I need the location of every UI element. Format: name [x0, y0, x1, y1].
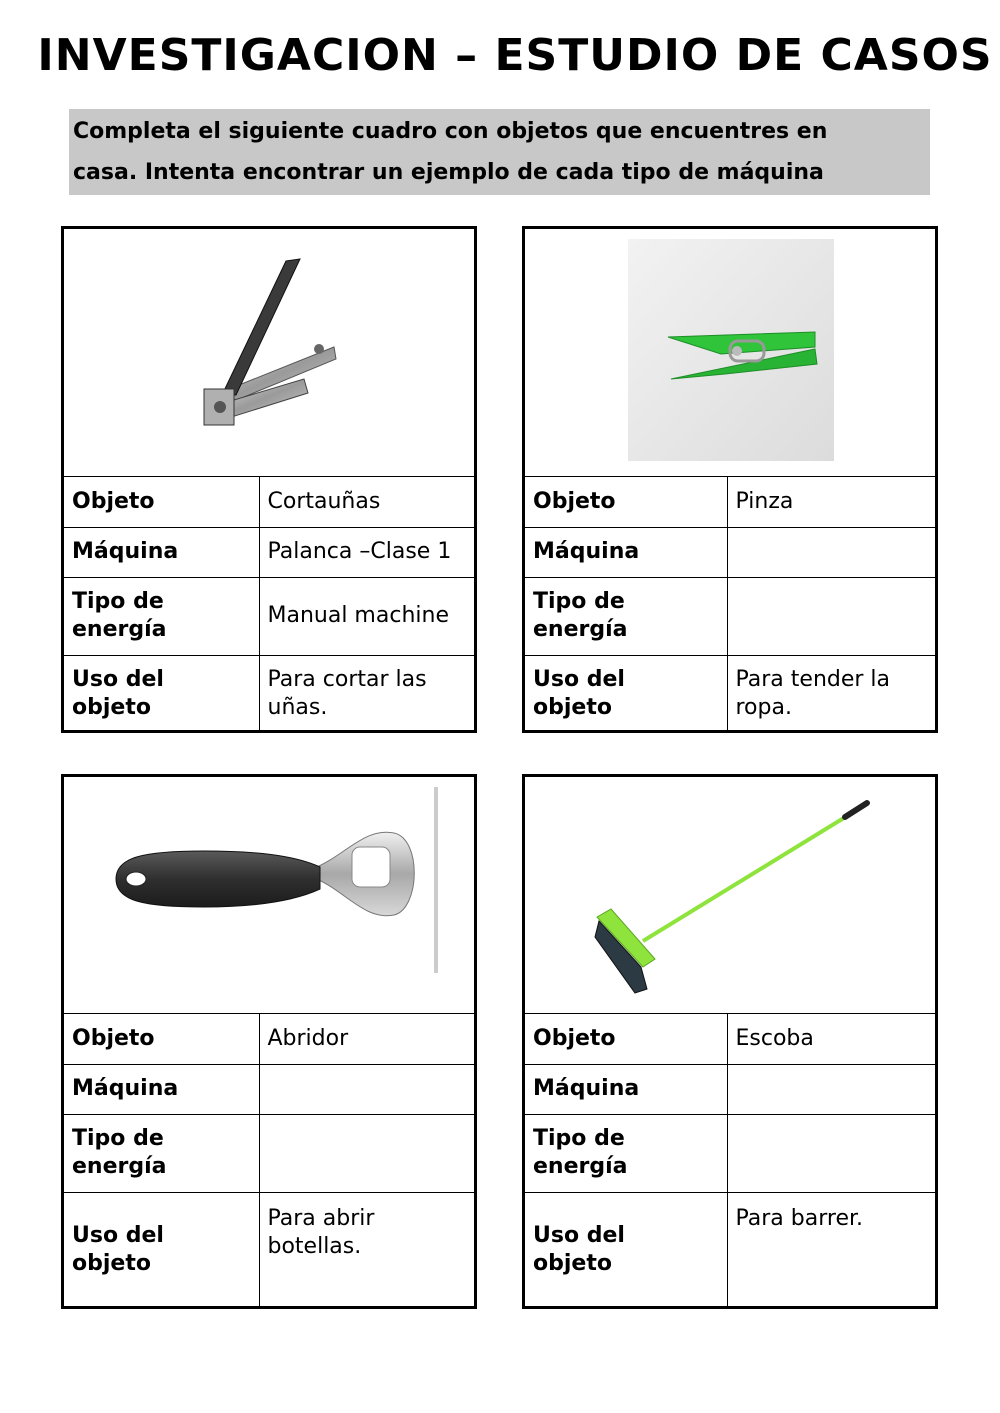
- label-maquina: Máquina: [525, 1064, 727, 1114]
- photo-clothespin: [525, 229, 935, 477]
- page-title: INVESTIGACION – ESTUDIO DE CASOS: [37, 30, 993, 81]
- label-objeto: Objeto: [64, 1014, 259, 1064]
- label-tipo-energia: Tipo de energía: [64, 1114, 259, 1192]
- value-maquina: Palanca –Clase 1: [259, 527, 474, 577]
- value-maquina: [259, 1064, 474, 1114]
- label-objeto: Objeto: [525, 1014, 727, 1064]
- instructions-line-1: Completa el siguiente cuadro con objetos que encuentres en: [73, 119, 828, 144]
- label-uso: Uso del objeto: [525, 1192, 727, 1308]
- broom-image: [525, 777, 935, 1012]
- photo-broom: [525, 777, 935, 1014]
- value-objeto: Escoba: [727, 1014, 935, 1064]
- label-objeto: Objeto: [64, 477, 259, 527]
- card-clothespin: [522, 226, 938, 733]
- bottle-opener-image: [64, 777, 474, 1012]
- value-uso: Para abrir botellas.: [259, 1192, 474, 1308]
- card-broom: [522, 774, 938, 1309]
- label-tipo-energia: Tipo de energía: [525, 1114, 727, 1192]
- instructions-line-2: casa. Intenta encontrar un ejemplo de cada tipo de máquina: [73, 160, 824, 185]
- label-maquina: Máquina: [64, 527, 259, 577]
- value-objeto: Pinza: [727, 477, 935, 527]
- label-objeto: Objeto: [525, 477, 727, 527]
- value-uso: Para cortar las uñas.: [259, 655, 474, 733]
- value-objeto: Cortauñas: [259, 477, 474, 527]
- instructions-box: [69, 109, 930, 195]
- value-tipo-energia: [259, 1114, 474, 1192]
- value-uso: Para tender la ropa.: [727, 655, 935, 733]
- card-nail-clipper: [61, 226, 477, 733]
- label-maquina: Máquina: [64, 1064, 259, 1114]
- label-uso: Uso del objeto: [64, 1192, 259, 1308]
- value-uso: Para barrer.: [727, 1192, 935, 1308]
- value-tipo-energia: [727, 1114, 935, 1192]
- photo-bottle-opener: [64, 777, 474, 1014]
- photo-nail-clipper: [64, 229, 474, 477]
- label-uso: Uso del objeto: [64, 655, 259, 733]
- label-tipo-energia: Tipo de energía: [64, 577, 259, 655]
- value-maquina: [727, 527, 935, 577]
- card-bottle-opener: [61, 774, 477, 1309]
- label-tipo-energia: Tipo de energía: [525, 577, 727, 655]
- clothespin-image: [525, 229, 935, 475]
- value-tipo-energia: [727, 577, 935, 655]
- value-tipo-energia: Manual machine: [259, 577, 474, 655]
- value-objeto: Abridor: [259, 1014, 474, 1064]
- value-maquina: [727, 1064, 935, 1114]
- nail-clipper-image: [64, 229, 474, 475]
- label-maquina: Máquina: [525, 527, 727, 577]
- label-uso: Uso del objeto: [525, 655, 727, 733]
